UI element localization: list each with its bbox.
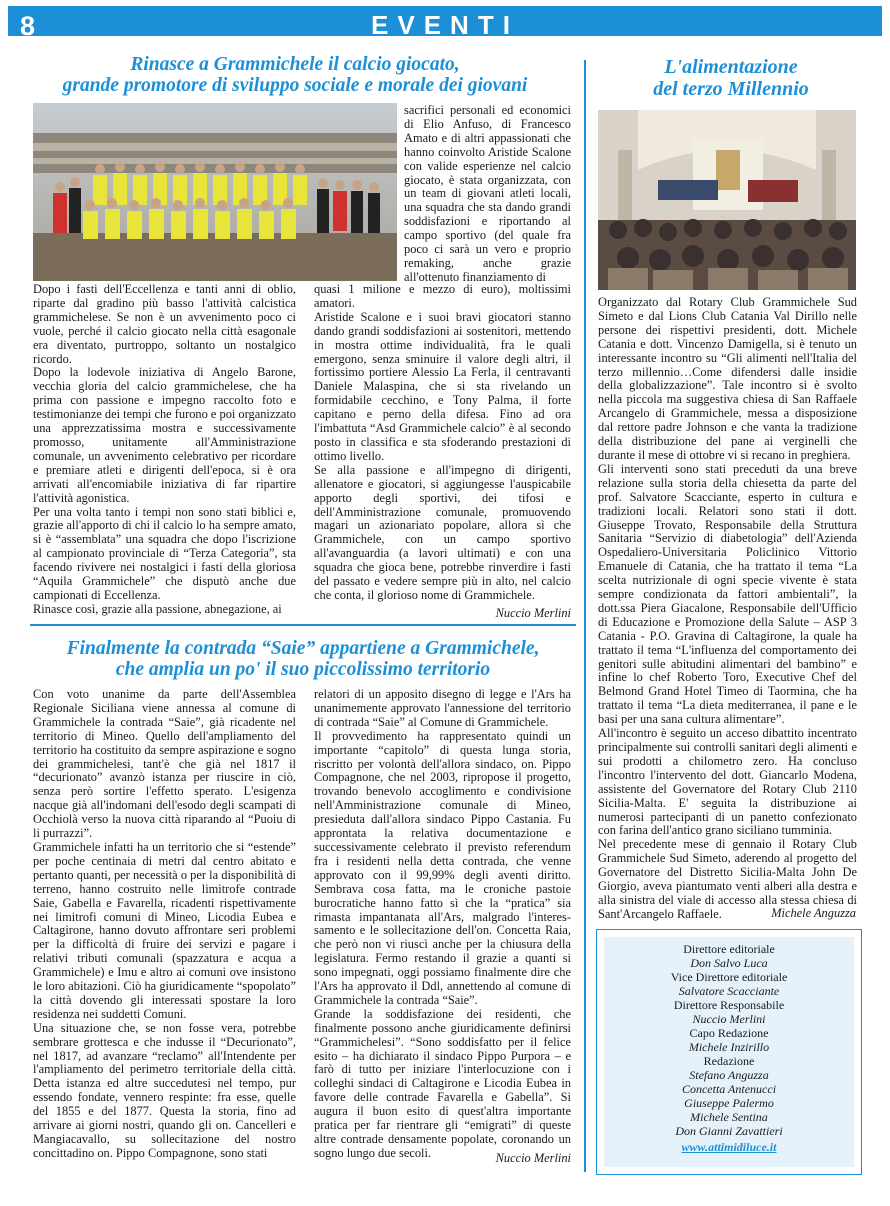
article1-column-1 [33,283,296,617]
column-divider [584,60,586,1172]
article2-signature: Nuccio Merlini [495,1151,571,1165]
article2-paragraph: Il provvedimento ha rappresentato quindi un importante “capitolo” di questa lunga storia, riscritto per volontà dell'allora sindaco, on. Pippo Compagnone, che nel 2003, ripropose il progetto, trovando benevolo accoglimento e condivisione nell'Amministrazione comunale di Mineo, presieduta dall'allora sindaco Pippo Castania. Fu approntata la relativa documentazione e successivamente celebrato il previsto referendum fra i residenti nella detta contrada, che venne approvato con il 99,99% degli aventi diritto. Sembrava cosa fatta, ma le croniche pastoie burocratiche hanno fatto sì che la “pratica” sia rimasta impantanata all'Ars, malgrado l'interes-samento e le sollecitazione dell'on. Concetta Raia, che però non vi riuscì anche per la chiusura della legislatura. Fermo restando il grazie a quanti si sono impegnati, oggi possiamo finalmente dire che l'Ars ha approvato il Ddl, annettendo al comune di Grammichele la contrada “Saie”. [314,728,571,1007]
article2-headline-line2: che amplia un po' il suo piccolissimo territorio [115,659,491,681]
credit-name: Salvatore Scacciante [678,984,780,998]
credit-label: Direttore Responsabile [673,998,785,1012]
website-link[interactable]: www.attimidiluce.it [681,1140,777,1154]
credit-label: Redazione [703,1054,755,1068]
page-number: 8 [20,11,36,41]
editorial-credits [604,937,854,1154]
credit-name: Don Salvo Luca [690,956,768,970]
article1-headline-line1: Rinasce a Grammichele il calcio giocato, [130,54,460,75]
credit-name: Don Gianni Zavattieri [675,1124,783,1138]
article1-paragraph: sacrifici personali ed economici di Elio Anfuso, di Francesco Amato e di altri appassionati che hanno coinvolto Aristide Scalone con valide esperienze nel calcio giocato, è stata organizzata, con un team di giovani atleti locali, una squadra che sta dando grandi soddisfazioni e riportando al campo sportivo (del quale fra poco ci sarà un vero e proprio remaking, anche grazie all'ottenuto finanziamento di [404,103,571,284]
article1-paragraph: Rinasce così, grazie alla passione, abnegazione, ai [33,601,282,616]
article3-paragraph: Nel precedente mese di gennaio il Rotary Club Grammichele Sud Simeto, aderendo al progetto del Governatore del Distretto Sicilia-Malta John De Giorgio, aveva piantumato venti alberi alla destra e alla sinistra del viale di accesso alla stessa chiesa di Sant'Arcangelo Raffaele. [598,837,857,921]
credit-label: Direttore editoriale [683,942,775,956]
article3-headline-line2: del terzo Millennio [653,78,809,100]
article3-body [598,296,857,922]
article2-headline [30,638,576,681]
article1-signature: Nuccio Merlini [495,606,571,620]
section-title: EVENTI [371,10,519,40]
article1-paragraph: Dopo la lodevole iniziativa di Angelo Barone, vecchia gloria del calcio grammichelese, che ha prima con passione e impegno raccolto foto e testimonianze dei tempi che furono e poi organizzato una apprezzatissima mostra e successivamente promosso, unitamente all'Amministrazione comunale, un avvenimento celebrativo per ricordare e premiare atleti e dirigenti dell'epoca, si è ora arrivati all'encomiabile iniziativa di far ripartire l'attività agonistica. [33,365,296,505]
article3-paragraph: All'incontro è seguito un acceso dibattito incentrato principalmente sui controlli sanitari degli alimenti e sui prodotti a chilometro zero. Ha concluso l'incontro l'intervento del dott. Giancarlo Modena, assistente del Governatore del Rotary Club 2110 Sicilia-Malta. E' seguita la distribuzione ai numerosi partecipanti di un panetto confezionato con farina dell'antico grano siciliano tumminia. [598,726,857,838]
credit-label: Capo Redazione [689,1026,769,1040]
article2-paragraph: Una situazione che, se non fosse vera, potrebbe sembrare grottesca e che indusse il “Decurionato”, nel 1817, ad avanzare “reclamo” all'Intendente per l'ampliamento del perimetro territoriale della città. Detta istanza ed altre succedutesi nel tempo, pur essendo fondate, vennero respinte: fra esse, quelle del 1855 e del 1877. Questa la storia, fino ad arrivare ai giorni nostri, quando gli on. Cancelleri e Mangiacavallo, su sollecitazione del nostro concittadino on. Pippo Compagnone, sono stati [33,1020,296,1160]
article2-column-1 [33,688,296,1161]
credit-name: Michele Sentina [690,1110,768,1124]
article3-paragraph: Organizzato dal Rotary Club Grammichele Sud Simeto e dal Lions Club Catania Val Dirillo nelle persone dei rispettivi presidenti, dott. Michele Catania e dott. Vincenzo Damigella, si è tenuto un interessante incontro su “Gli alimenti nell'Italia del terzo millennio…Come difendersi dalle insidie della globalizzazione”. Tale incontro si è svolto nella piccola ma suggestiva chiesa di San Raffaele Arcangelo di Grammichele, messa a disposizione dal rettore padre Johnson e che vanta la tradizione della distribuzione del pane ai verginelli che durante il mese di ottobre vi si recano in preghiera. [598,295,857,462]
credit-name: Concetta Antenucci [681,1082,777,1096]
credit-label: Vice Direttore editoriale [670,970,788,984]
article3-headline [596,56,866,100]
credit-name: Michele Inzirillo [688,1040,770,1054]
article3-signature: Michele Anguzza [771,906,856,920]
article1-headline-line2: grande promotore di sviluppo sociale e morale dei giovani [62,75,528,97]
article2-paragraph: Grande la soddisfazione dei residenti, che finalmente possono anche giuridicamente definirsi “Grammichelesi”. “Sono soddisfatto per il felice esito – ha dichiarato il sindaco Pippo Purpora – e farò di tutto per iniziare l'interlocuzione con i colleghi sindaci di Caltagirone e Licodia Eubea in favore delle contrade Favarella e Gabella”. Si augura il buon esito di quest'altra importante pratica per far rientrare gli “emigrati” di queste altre contrade densamente popolate, coronando un sogno lungo due secoli. [314,1006,571,1160]
editorial-credits-box [596,929,862,1175]
article2-column-2 [314,688,571,1161]
article2-paragraph: Grammichele infatti ha un territorio che si “estende” per poche centinaia di metri dal centro abitato e pertanto quanti, per necessità o per la disponibilità di terreno, hanno costruito nelle limitrofe contrade Saie, Gabella e Favarella, ricadenti rispettivamente nei limitrofi comuni di Mineo, Licodia Eubea e Caltagirone, hanno dovuto affrontare seri problemi per la difficoltà di fruire dei servizi e pagare i relativi tributi comunali (spazzatura e acqua a Grammichele) e Imu e altro ai comuni ove insistono le loro abitazioni. Ciò ha giuridicamente “spopolato” la città dovendo gli interessati spostare la loro residenza nei suddetti Comuni. [33,839,296,1021]
article3-headline-line1: L'alimentazione [664,56,798,78]
church-conference-photo [598,110,856,290]
article2-paragraph: Con voto unanime da parte dell'Assemblea Regionale Siciliana viene annessa al comune di Grammichele la contrada “Saie”, già ricadente nel territorio di Mineo. Quello dell'ampliamento del territorio ha costituito da sempre aspirazione e sogno dei grammichelesi, tant'è che già nel 1817 il “decurionato” avanzò istanza per riuscire in ciò, senza però sortire l'effetto sperato. L'esigenza nacque già all'indomani dell'esodo degli scampati di Occhiolà verso la nuova città riparando al “Puoiu di li purrazzi”. [33,687,296,841]
article1-headline [30,54,560,97]
credit-name: Stefano Anguzza [689,1068,769,1082]
article1-paragraph: Se alla passione e all'impegno di dirigenti, allenatore e giocatori, si aggiungesse l'auspicabile apporto degli sportivi, dei tifosi e dell'Amministrazione comunale, promuovendo magari un azionariato popolare, allora sì che Grammichele, con un campo sportivo all'avanguardia (a lavori ultimati) e con una squadra che gioca bene, potrebbe rinverdire i fasti del passato e vedere sempre più in alto, nel calcio che conta, il glorioso nome di Grammichele. [314,462,571,602]
section-header-bar [8,6,882,41]
article3-paragraph: Gli interventi sono stati preceduti da una breve relazione sulla storia della chiesetta da parte del prof. Salvatore Scacciante, esperto in cultura e tradizioni locali. Relatori sono stati il dott. Giuseppe Trovato, Responsabile della Struttura Sanitaria “Servizio di diabetologia” dell'Azienda Ospedaliero-Universitaria Policlinico Vittorio Emanuele di Catania, che ha trattato il tema “La scelta nutrizionale di ogni specie vivente è stata sempre condizionata da fattori ambientali”, la dott.ssa Piera Giacalone, Responsabile dell'Ufficio di Educazione e Promozione della Salute – ASP 3 Catania - P.O. Gravina di Caltagirone, la quale ha trattato il tema “L'influenza del comportamento dei genitori sulle abitudini alimentari del bambino” e infine lo chef Roberto Toro, Executive Chef del Belmond Grand Hotel Timeo di Taormina, che ha trattato il tema “La dieta mediterranea, il pane e le basi per una sana cultura alimentare”. [598,461,857,727]
article1-paragraph: Aristide Scalone e i suoi bravi giocatori stanno dando grandi soddisfazioni ai sostenitori, mettendo in mostra ottime individualità, fra le quali emergono, senza sminuire il valore degli altri, il fortissimo portiere Alessio La Ferla, il centravanti Daniele Malaspina, che si sta rivelando un formidabile cecchino, e Tony Palma, il forte capitano e perno della difesa. Fino ad ora l'imbattuta “Asd Grammichele calcio” è al secondo posto in classifica e sta sfoderando prestazioni di ottimo livello. [314,309,571,463]
article1-column-2-top [404,104,571,285]
article2-paragraph: relatori di un apposito disegno di legge e l'Ars ha unanimemente approvato l'annessione del territorio di contrada “Saie” al Comune di Grammichele. [314,687,571,729]
article2-headline-line1: Finalmente la contrada “Saie” appartiene a Grammichele, [66,638,540,659]
article1-paragraph: Dopo i fasti dell'Eccellenza e tanti anni di oblio, riparte dal gradino più basso l'attività calcistica grammichelese. Se non è un avvenimento poco ci vuole, perché il calcio giocato nella città esagonale era diventato, purtroppo, soltanto un nostalgico ricordo. [33,282,296,366]
credit-name: Nuccio Merlini [692,1012,766,1026]
article1-paragraph: Per una volta tanto i tempi non sono stati biblici e, grazie all'apporto di chi il calcio lo ha sempre amato, si è “assemblata” una squadra che dopo l'iscrizione al campionato provinciale di “Terza Categoria”, sta facendo rivivere nei nostalgici i fasti della gloriosa “Aquila Grammichele” che disputò anche due campionati di Eccellenza. [33,504,296,602]
article1-paragraph: quasi 1 milione e mezzo di euro), moltissimi amatori. [314,282,571,310]
editorial-credits-inner [604,937,854,1167]
article-divider [30,624,576,626]
team-photo [33,103,397,281]
article1-column-2 [314,283,571,603]
credit-name: Giuseppe Palermo [684,1096,774,1110]
